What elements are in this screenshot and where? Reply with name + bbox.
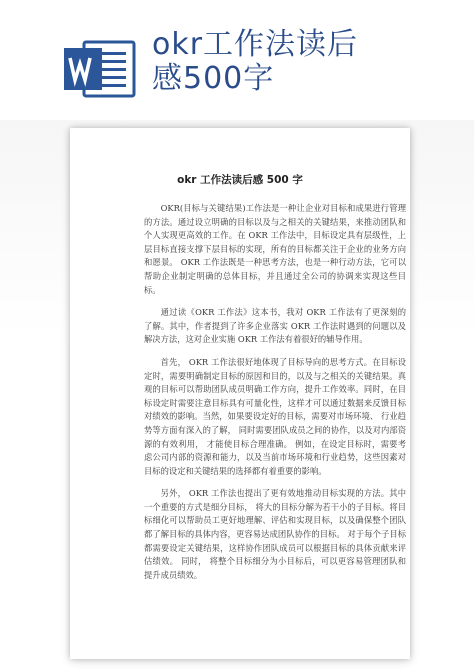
document-title [152,28,452,96]
document-title-line-2: 感500字 [152,61,275,96]
document-page[interactable] [70,128,410,659]
document-title-line-1: okr工作法读后 [152,27,359,62]
paragraph-4: 另外， OKR 工作法也提出了更有效地推动目标实现的方法。其中一个重要的方式是细分目标， 将大的目标分解为若干小的子目标。将目标细化可以帮助员工更好地理解、评估和实现目标，以及确保整个团队都了解目标的具体内容，更容易达成团队协作的目标。 对于每个子目标都需要设定关键结果，这样协作团队成员可以根据目标的具体贡献来评估绩效。 同时， 将整个目标细分为小目标后，可以更容易管理团队和提升成员绩效。 [144,488,406,580]
paragraph-3: 首先， OKR 工作法很好地体现了目标导向的思考方式。在目标设定时，需要明确制定目标的原因和目的，以及与之相关的关键结果。真观的目标可以帮助团队成员明确工作方向，提升工作效率。同时，在目标设定时需要注意目标具有可量化性，这样才可以通过数据来反馈目标对绩效的影响。当然，如果要设定好的目标，需要对市场环境、 行业趋势等方面有深入的了解， 同时需要团队成员之间的协作，以及对内部资源的有效利用， 才能使目标合理准确。 例如，在设定目标时，需要考虑公司内部的资源和能力，以及当前市场环境和行业趋势，这些因素对目标的设定和关键结果的选择都有着重要的影响。 [144,356,406,476]
header-banner [0,0,474,120]
page-body [144,202,406,591]
page-heading: okr 工作法读后感 500 字 [177,174,303,186]
word-document-icon [62,40,136,98]
paragraph-1: OKR(目标与关键结果)工作法是一种让企业对目标和成果进行管理的方法。通过设立明确的目标以及与之相关的关键结果，来推动团队和个人实现更高效的工作。在 OKR 工作法中，目标设定具有层级性，上层目标直接支撑下层目标的实现，所有的目标都关注于企业的业务方向和愿景。 OKR 工作法既是一种思考方法，也是一种行动方法，它可以帮助企业制定明确的总体目标，并且通过全公司的协调来实现这些目标。 [144,203,406,295]
paragraph-2: 通过读《OKR 工作法》这本书，我对 OKR 工作法有了更深刻的了解。其中，作者提到了许多企业落实 OKR 工作法时遇到的问题以及解决方法，这对企业实施 OKR 工作法有着很好的辅导作用。 [144,307,406,345]
